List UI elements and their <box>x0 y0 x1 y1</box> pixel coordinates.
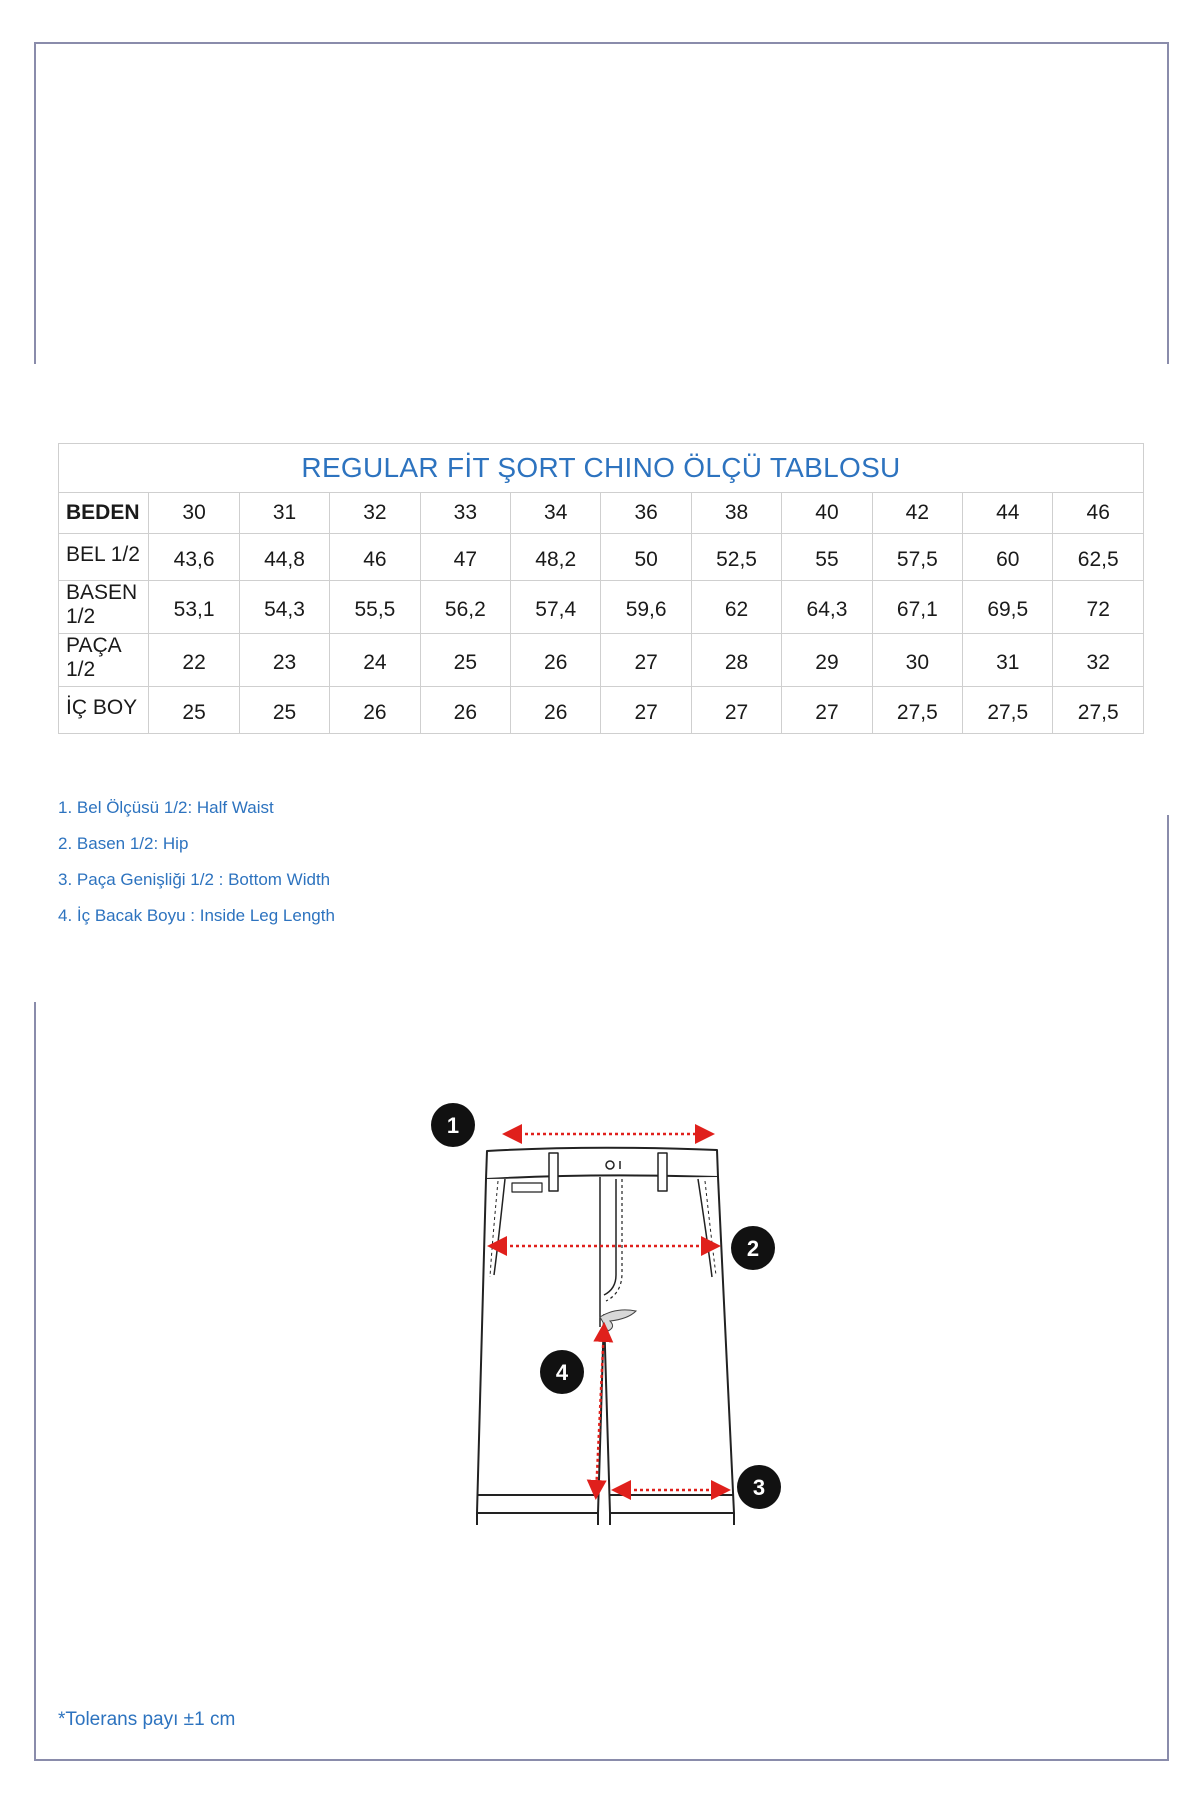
size-cell: 32 <box>330 493 420 534</box>
size-cell: 31 <box>239 493 329 534</box>
value-cell: 43,6 <box>149 534 239 581</box>
frame-top-line <box>34 42 1169 44</box>
value-cell: 27,5 <box>963 687 1053 734</box>
value-cell: 48,2 <box>511 534 601 581</box>
table-row-paca <box>59 634 1144 687</box>
shorts-measurement-diagram <box>420 1095 800 1525</box>
value-cell: 25 <box>149 687 239 734</box>
table-row-basen <box>59 581 1144 634</box>
value-cell: 60 <box>963 534 1053 581</box>
value-cell: 64,3 <box>782 581 872 634</box>
value-cell: 26 <box>420 687 510 734</box>
row-label: PAÇA 1/2 <box>59 634 149 687</box>
size-cell: 34 <box>511 493 601 534</box>
value-cell: 26 <box>511 634 601 687</box>
frame-right-line-mid <box>1167 815 1169 1055</box>
value-cell: 44,8 <box>239 534 329 581</box>
row-label: İÇ BOY <box>59 687 149 734</box>
value-cell: 72 <box>1053 581 1144 634</box>
tolerance-note: *Tolerans payı ±1 cm <box>58 1709 236 1730</box>
legend-item: 1. Bel Ölçüsü 1/2: Half Waist <box>58 798 274 817</box>
frame-right-line-top <box>1167 42 1169 364</box>
size-cell: 30 <box>149 493 239 534</box>
value-cell: 54,3 <box>239 581 329 634</box>
legend-item: 3. Paça Genişliği 1/2 : Bottom Width <box>58 870 331 889</box>
marker-number: 4 <box>555 1360 569 1385</box>
size-label: BEDEN <box>59 493 149 534</box>
value-cell: 67,1 <box>872 581 962 634</box>
value-cell: 50 <box>601 534 691 581</box>
marker-number: 2 <box>746 1236 760 1261</box>
value-cell: 27,5 <box>1053 687 1144 734</box>
value-cell: 59,6 <box>601 581 691 634</box>
frame-left-line-top <box>34 42 36 364</box>
value-cell: 29 <box>782 634 872 687</box>
marker-hip <box>731 1226 775 1270</box>
row-label: BEL 1/2 <box>59 534 149 581</box>
value-cell: 27,5 <box>872 687 962 734</box>
table-row-ic-boy <box>59 687 1144 734</box>
size-cell: 36 <box>601 493 691 534</box>
value-cell: 23 <box>239 634 329 687</box>
value-cell: 53,1 <box>149 581 239 634</box>
value-cell: 57,5 <box>872 534 962 581</box>
value-cell: 56,2 <box>420 581 510 634</box>
value-cell: 25 <box>239 687 329 734</box>
size-chart-table <box>58 443 1144 734</box>
value-cell: 62,5 <box>1053 534 1144 581</box>
row-label: BASEN 1/2 <box>59 581 149 634</box>
size-cell: 33 <box>420 493 510 534</box>
size-cell: 38 <box>691 493 781 534</box>
value-cell: 24 <box>330 634 420 687</box>
value-cell: 46 <box>330 534 420 581</box>
value-cell: 57,4 <box>511 581 601 634</box>
size-cell: 42 <box>872 493 962 534</box>
frame-bottom-line <box>34 1759 1169 1761</box>
marker-inseam <box>540 1350 584 1394</box>
shorts-outline <box>477 1148 734 1525</box>
value-cell: 27 <box>601 634 691 687</box>
marker-number: 3 <box>752 1475 766 1500</box>
table-title: REGULAR FİT ŞORT CHINO ÖLÇÜ TABLOSU <box>59 444 1144 493</box>
table-row-bel <box>59 534 1144 581</box>
value-cell: 27 <box>601 687 691 734</box>
value-cell: 47 <box>420 534 510 581</box>
legend-item: 2. Basen 1/2: Hip <box>58 834 189 853</box>
legend-item: 4. İç Bacak Boyu : Inside Leg Length <box>58 906 335 925</box>
size-cell: 44 <box>963 493 1053 534</box>
size-cell: 40 <box>782 493 872 534</box>
value-cell: 62 <box>691 581 781 634</box>
table-title-row <box>59 444 1144 493</box>
value-cell: 69,5 <box>963 581 1053 634</box>
value-cell: 26 <box>330 687 420 734</box>
size-cell: 46 <box>1053 493 1144 534</box>
value-cell: 26 <box>511 687 601 734</box>
value-cell: 30 <box>872 634 962 687</box>
value-cell: 52,5 <box>691 534 781 581</box>
marker-waist <box>431 1103 475 1147</box>
value-cell: 32 <box>1053 634 1144 687</box>
measurement-legend <box>58 796 335 940</box>
value-cell: 27 <box>782 687 872 734</box>
frame-left-line-bottom <box>34 1002 36 1761</box>
value-cell: 25 <box>420 634 510 687</box>
value-cell: 22 <box>149 634 239 687</box>
frame-right-line-bottom <box>1167 1055 1169 1761</box>
value-cell: 55,5 <box>330 581 420 634</box>
marker-number: 1 <box>446 1113 460 1138</box>
value-cell: 28 <box>691 634 781 687</box>
value-cell: 55 <box>782 534 872 581</box>
marker-bottom-width <box>737 1465 781 1509</box>
size-header-row <box>59 493 1144 534</box>
value-cell: 27 <box>691 687 781 734</box>
value-cell: 31 <box>963 634 1053 687</box>
